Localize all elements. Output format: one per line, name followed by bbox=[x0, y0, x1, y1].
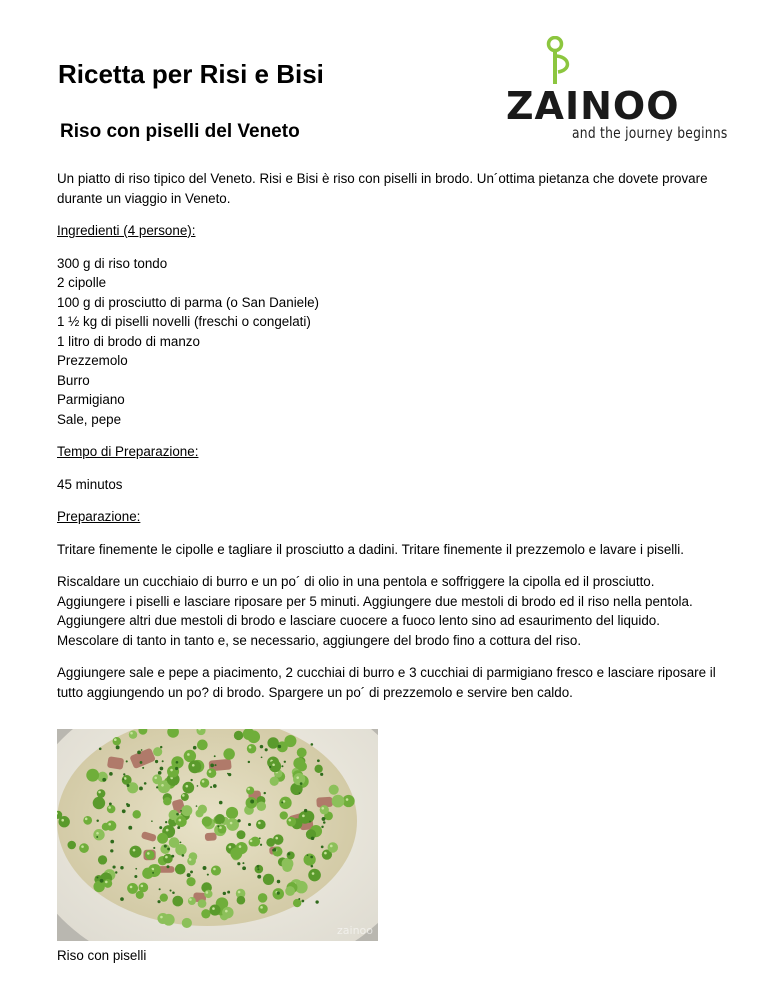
ingredient-item: Parmigiano bbox=[57, 392, 125, 407]
recipe-photo bbox=[57, 729, 378, 941]
intro-paragraph: Un piatto di riso tipico del Veneto. Risi e Bisi è riso con piselli in brodo. Un´ottima pietanza che dovete provare durante un viaggio in Veneto. bbox=[57, 171, 708, 206]
ingredient-item: 1 ½ kg di piselli novelli (freschi o congelati) bbox=[57, 314, 311, 329]
time-heading: Tempo di Preparazione: bbox=[57, 444, 199, 459]
time-value: 45 minutos bbox=[57, 476, 123, 492]
preparation-step: Aggiungere sale e pepe a piacimento, 2 cucchiai di burro e 3 cucchiai di parmigiano fresco e lasciare riposare il tutto aggiungendo un po? di brodo. Spargere un po´ di prezzemolo e servire ben caldo. bbox=[57, 665, 716, 700]
photo-watermark: zainoo bbox=[337, 924, 374, 937]
zainoo-logo bbox=[506, 36, 726, 146]
ingredient-item: 100 g di prosciutto di parma (o San Daniele) bbox=[57, 294, 320, 310]
recipe-body bbox=[57, 169, 717, 715]
ingredient-item: 1 litro di brodo di manzo bbox=[57, 333, 200, 349]
logo-wordmark: ZAINOO bbox=[506, 84, 680, 128]
risotto-photo-illustration bbox=[57, 729, 378, 941]
ingredient-item: Burro bbox=[57, 372, 90, 388]
ingredient-item: 300 g di riso tondo bbox=[57, 255, 168, 271]
recipe-subtitle: Riso con piselli del Veneto bbox=[60, 121, 300, 142]
preparation-step: Riscaldare un cucchiaio di burro e un po´ di olio in una pentola e soffriggere la cipolla ed il prosciutto. Aggiungere i piselli e lasciare riposare per 5 minuti. Aggiungere due mestoli di brodo ed il riso nella pentola. Aggiungere altri due mestoli di brodo e lasciare cuocere a fuoco lento sino ad esaurimento del liquido. Mescolare di tanto in tanto e, se necessario, aggiungere del brodo fino a cottura del riso. bbox=[57, 574, 693, 648]
logo-mark-icon bbox=[546, 36, 576, 86]
recipe-title: Ricetta per Risi e Bisi bbox=[58, 59, 324, 89]
ingredient-item: Prezzemolo bbox=[57, 353, 128, 368]
ingredients-list bbox=[57, 254, 717, 430]
logo-tagline: and the journey beginns bbox=[572, 124, 728, 142]
preparation-heading: Preparazione: bbox=[57, 509, 141, 524]
preparation-step: Tritare finemente le cipolle e tagliare il prosciutto a dadini. Tritare finemente il prezzemolo e lavare i piselli. bbox=[57, 541, 684, 557]
ingredient-item: Sale, pepe bbox=[57, 411, 122, 427]
ingredient-item: 2 cipolle bbox=[57, 275, 107, 290]
photo-caption: Riso con piselli bbox=[57, 948, 147, 963]
ingredients-heading: Ingredienti (4 persone): bbox=[57, 223, 196, 238]
